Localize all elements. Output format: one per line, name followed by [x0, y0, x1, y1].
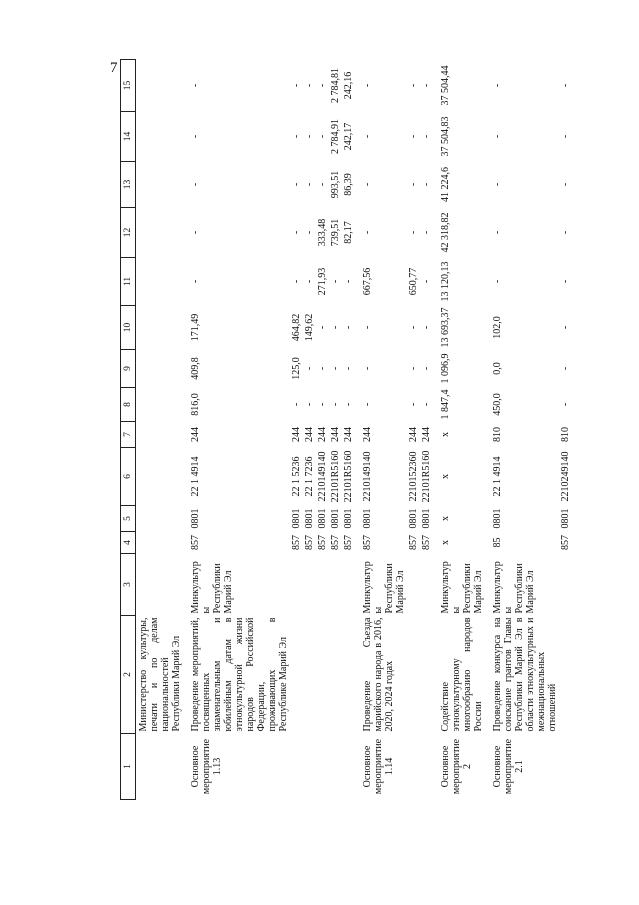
- year-2017-cell: [136, 258, 183, 306]
- year-2017-cell: -: [291, 279, 302, 284]
- year-2020-cell: -: [317, 134, 328, 139]
- executor-cell: Минкультуры Республики Марий Эл: [440, 561, 484, 614]
- table-row: [558, 60, 571, 800]
- section-code-cell: 0801: [421, 508, 432, 529]
- executor-cell: [558, 554, 571, 616]
- year-2017-cell: 13 120,13: [440, 261, 451, 302]
- year-2019-cell: -: [291, 182, 302, 187]
- target-article-cell: 22 1 4914: [190, 456, 201, 497]
- activity-name-cell: [289, 616, 302, 734]
- year-2019-cell: -: [317, 182, 328, 187]
- column-header: 14: [121, 112, 136, 162]
- expense-type-cell: 244: [362, 427, 373, 442]
- year-2020-cell: -: [362, 134, 373, 139]
- section-code-cell: [136, 506, 183, 532]
- year-2014-cell: -: [408, 402, 419, 407]
- table-row: [328, 60, 341, 800]
- year-2020-cell: -: [421, 134, 432, 139]
- activity-name-cell: [406, 616, 419, 734]
- executor-cell: [315, 554, 328, 616]
- activity-name-cell: [328, 616, 341, 734]
- year-2019-cell: 86,39: [343, 173, 354, 196]
- year-2020-cell: 242,17: [343, 122, 354, 151]
- target-article-cell: 22 1 4914: [492, 456, 503, 497]
- grbs-code-cell: 857: [190, 535, 201, 550]
- target-article-cell: 22 1 5236: [291, 456, 302, 497]
- year-2016-cell: 102,0: [492, 316, 503, 339]
- column-header: 11: [121, 258, 136, 306]
- column-header: 2: [121, 616, 136, 734]
- activity-status-cell: [419, 734, 432, 800]
- year-2019-cell: -: [421, 182, 432, 187]
- year-2016-cell: -: [330, 325, 341, 330]
- year-2015-cell: 1 096,9: [440, 353, 451, 384]
- page-number: 7: [110, 60, 118, 76]
- target-article-cell: [136, 448, 183, 506]
- section-code-cell: 0801: [560, 508, 571, 529]
- year-2015-cell: [136, 350, 183, 388]
- year-2017-cell: 667,56: [362, 267, 373, 296]
- year-2016-cell: 171,49: [190, 313, 201, 342]
- year-2018-cell: -: [304, 230, 315, 235]
- year-2018-cell: -: [492, 230, 503, 235]
- table-row: [406, 60, 419, 800]
- column-header: 9: [121, 350, 136, 388]
- year-2019-cell: -: [190, 182, 201, 187]
- executor-cell: Минкультуры Республики Марий Эл: [492, 561, 536, 614]
- year-2016-cell: 464,82: [291, 313, 302, 342]
- expense-type-cell: 244: [408, 427, 419, 442]
- section-code-cell: 0801: [190, 508, 201, 529]
- year-2020-cell: [136, 112, 183, 162]
- grbs-code-cell: 857: [317, 535, 328, 550]
- grbs-code-cell: [136, 532, 183, 554]
- year-2018-cell: -: [190, 230, 201, 235]
- activity-name-cell: Проведение Съезда марийского народа в 2016, 2020, 2024 годах: [362, 617, 395, 732]
- grbs-code-cell: 857: [421, 535, 432, 550]
- year-2017-cell: 271,93: [317, 267, 328, 296]
- activity-name-cell: [558, 616, 571, 734]
- year-2018-cell: -: [408, 230, 419, 235]
- year-2015-cell: -: [317, 366, 328, 371]
- section-code-cell: х: [440, 516, 451, 521]
- grbs-code-cell: 857: [560, 535, 571, 550]
- year-2015-cell: -: [421, 366, 432, 371]
- section-code-cell: 0801: [362, 508, 373, 529]
- year-2017-cell: -: [560, 279, 571, 284]
- activity-name-cell: Министерство культуры, печати и по делам национальностей Республики Марий Эл: [138, 617, 182, 732]
- year-2021-cell: -: [408, 83, 419, 88]
- expense-type-cell: 244: [304, 427, 315, 442]
- column-header: 8: [121, 388, 136, 422]
- year-2021-cell: 2 784,81: [330, 68, 341, 103]
- year-2020-cell: -: [190, 134, 201, 139]
- column-header: 1: [121, 734, 136, 800]
- year-2020-cell: -: [304, 134, 315, 139]
- budget-table: [120, 59, 571, 800]
- expense-type-cell: 244: [343, 427, 354, 442]
- activity-status-cell: [315, 734, 328, 800]
- column-header: 7: [121, 422, 136, 448]
- year-2021-cell: 242,16: [343, 71, 354, 100]
- executor-cell: [302, 554, 315, 616]
- year-2017-cell: 650,77: [408, 267, 419, 296]
- executor-cell: [289, 554, 302, 616]
- table-row: [315, 60, 328, 800]
- year-2014-cell: -: [362, 402, 373, 407]
- activity-status-cell: Основное мероприятие 1.13: [190, 738, 223, 795]
- year-2014-cell: -: [560, 402, 571, 407]
- year-2019-cell: -: [560, 182, 571, 187]
- activity-name-cell: Содействие этнокультурному многообразию народов России: [440, 617, 484, 732]
- year-2016-cell: -: [362, 325, 373, 330]
- grbs-code-cell: 857: [304, 535, 315, 550]
- year-2016-cell: -: [421, 325, 432, 330]
- grbs-code-cell: 857: [362, 535, 373, 550]
- activity-status-cell: [328, 734, 341, 800]
- expense-type-cell: 244: [421, 427, 432, 442]
- year-2017-cell: -: [492, 279, 503, 284]
- column-header: 13: [121, 162, 136, 208]
- activity-name-cell: [341, 616, 354, 734]
- grbs-code-cell: 85: [492, 537, 503, 548]
- year-2020-cell: -: [492, 134, 503, 139]
- activity-status-cell: [558, 734, 571, 800]
- year-2014-cell: -: [330, 402, 341, 407]
- year-2021-cell: -: [291, 83, 302, 88]
- expense-type-cell: 810: [492, 427, 503, 442]
- year-2017-cell: -: [421, 279, 432, 284]
- year-2016-cell: -: [343, 325, 354, 330]
- year-2020-cell: -: [408, 134, 419, 139]
- year-2014-cell: 1 847,4: [440, 389, 451, 420]
- year-2016-cell: -: [408, 325, 419, 330]
- year-2019-cell: [136, 162, 183, 208]
- year-2021-cell: -: [560, 83, 571, 88]
- year-2015-cell: -: [330, 366, 341, 371]
- year-2014-cell: -: [291, 402, 302, 407]
- year-2016-cell: 149,62: [304, 313, 315, 342]
- executor-cell: Минкультуры Республики Марий Эл: [190, 561, 234, 614]
- section-code-cell: 0801: [304, 508, 315, 529]
- year-2020-cell: -: [291, 134, 302, 139]
- year-2016-cell: -: [560, 325, 571, 330]
- year-2015-cell: -: [362, 366, 373, 371]
- activity-name-cell: Проведение конкурса на соискание грантов Главы Республики Марий Эл в области этнокультурных и межнациональных отношений: [492, 617, 558, 732]
- year-2021-cell: 37 504,44: [440, 65, 451, 106]
- year-2021-cell: [136, 60, 183, 112]
- year-2021-cell: -: [190, 83, 201, 88]
- activity-status-cell: [136, 734, 183, 800]
- year-2019-cell: 41 224,6: [440, 167, 451, 202]
- column-header: 12: [121, 208, 136, 258]
- year-2018-cell: 42 318,82: [440, 212, 451, 253]
- year-2018-cell: 739,51: [330, 218, 341, 247]
- table-row: [484, 60, 558, 800]
- section-code-cell: 0801: [343, 508, 354, 529]
- year-2018-cell: [136, 208, 183, 258]
- executor-cell: Минкультуры Республики Марий Эл: [362, 561, 406, 614]
- column-number-row: [121, 60, 136, 800]
- year-2015-cell: -: [343, 366, 354, 371]
- activity-status-cell: [302, 734, 315, 800]
- table-row: [432, 60, 484, 800]
- year-2014-cell: -: [421, 402, 432, 407]
- year-2015-cell: 409,8: [190, 357, 201, 380]
- target-article-cell: 2210149140: [362, 451, 373, 502]
- year-2018-cell: 82,17: [343, 221, 354, 244]
- column-header: 6: [121, 448, 136, 506]
- table-row: [302, 60, 315, 800]
- year-2015-cell: 125,0: [291, 357, 302, 380]
- target-article-cell: х: [440, 474, 451, 479]
- year-2014-cell: -: [317, 402, 328, 407]
- year-2017-cell: -: [190, 279, 201, 284]
- activity-status-cell: Основное мероприятие 2: [440, 738, 473, 795]
- year-2015-cell: -: [304, 366, 315, 371]
- expense-type-cell: [136, 422, 183, 448]
- table-row: [341, 60, 354, 800]
- expense-type-cell: 244: [317, 427, 328, 442]
- year-2020-cell: 37 504,83: [440, 116, 451, 157]
- executor-cell: [406, 554, 419, 616]
- grbs-code-cell: 857: [343, 535, 354, 550]
- year-2015-cell: 0,0: [492, 362, 503, 375]
- year-2019-cell: -: [408, 182, 419, 187]
- executor-cell: [136, 554, 183, 616]
- expense-type-cell: 244: [330, 427, 341, 442]
- expense-type-cell: 244: [291, 427, 302, 442]
- section-code-cell: 0801: [492, 508, 503, 529]
- year-2014-cell: [136, 388, 183, 422]
- executor-cell: [341, 554, 354, 616]
- grbs-code-cell: 857: [408, 535, 419, 550]
- year-2018-cell: 333,48: [317, 218, 328, 247]
- year-2021-cell: -: [362, 83, 373, 88]
- column-header: 5: [121, 506, 136, 532]
- table-row: [354, 60, 406, 800]
- grbs-code-cell: х: [440, 540, 451, 545]
- table-row: [136, 60, 183, 800]
- column-header: 3: [121, 554, 136, 616]
- target-article-cell: 22101R5160: [421, 450, 432, 503]
- year-2017-cell: -: [330, 279, 341, 284]
- target-article-cell: 2210249140: [560, 451, 571, 502]
- executor-cell: [419, 554, 432, 616]
- year-2015-cell: -: [560, 366, 571, 371]
- section-code-cell: 0801: [291, 508, 302, 529]
- grbs-code-cell: 857: [330, 535, 341, 550]
- grbs-code-cell: 857: [291, 535, 302, 550]
- year-2020-cell: -: [560, 134, 571, 139]
- target-article-cell: 2210149140: [317, 451, 328, 502]
- year-2016-cell: [136, 306, 183, 350]
- activity-name-cell: Проведение мероприятий, посвященных знаменательным и юбилейным датам в этнокультурной жизни народов Российской Федерации, проживающих в Республике Марий Эл: [190, 617, 289, 732]
- expense-type-cell: х: [440, 432, 451, 437]
- year-2018-cell: -: [362, 230, 373, 235]
- year-2018-cell: -: [421, 230, 432, 235]
- year-2014-cell: -: [304, 402, 315, 407]
- section-code-cell: 0801: [317, 508, 328, 529]
- table-row: [419, 60, 432, 800]
- column-header: 15: [121, 60, 136, 112]
- activity-status-cell: [406, 734, 419, 800]
- table-body: [136, 60, 572, 800]
- year-2020-cell: 2 784,91: [330, 119, 341, 154]
- target-article-cell: 22 1 7236: [304, 456, 315, 497]
- section-code-cell: 0801: [330, 508, 341, 529]
- target-article-cell: 22101R5160: [330, 450, 341, 503]
- year-2019-cell: 993,51: [330, 170, 341, 199]
- year-2018-cell: -: [560, 230, 571, 235]
- year-2021-cell: -: [304, 83, 315, 88]
- year-2021-cell: -: [492, 83, 503, 88]
- activity-name-cell: [302, 616, 315, 734]
- activity-status-cell: Основное мероприятие 1.14: [362, 738, 395, 795]
- rotated-budget-table: [120, 60, 571, 800]
- year-2014-cell: 816,0: [190, 393, 201, 416]
- year-2017-cell: -: [343, 279, 354, 284]
- activity-status-cell: [341, 734, 354, 800]
- year-2016-cell: -: [317, 325, 328, 330]
- year-2021-cell: -: [421, 83, 432, 88]
- activity-name-cell: [419, 616, 432, 734]
- column-header: 10: [121, 306, 136, 350]
- expense-type-cell: 244: [190, 427, 201, 442]
- year-2019-cell: -: [492, 182, 503, 187]
- year-2019-cell: -: [304, 182, 315, 187]
- year-2014-cell: -: [343, 402, 354, 407]
- section-code-cell: 0801: [408, 508, 419, 529]
- year-2021-cell: -: [317, 83, 328, 88]
- table-row: [289, 60, 302, 800]
- year-2015-cell: -: [408, 366, 419, 371]
- expense-type-cell: 810: [560, 427, 571, 442]
- activity-name-cell: [315, 616, 328, 734]
- executor-cell: [328, 554, 341, 616]
- activity-status-cell: Основное мероприятие 2.1: [492, 738, 525, 795]
- target-article-cell: 22101R5160: [343, 450, 354, 503]
- table-row: [182, 60, 289, 800]
- column-header: 4: [121, 532, 136, 554]
- target-article-cell: 2210152360: [408, 451, 419, 502]
- year-2018-cell: -: [291, 230, 302, 235]
- year-2016-cell: 13 693,37: [440, 307, 451, 348]
- year-2014-cell: 450,0: [492, 393, 503, 416]
- year-2019-cell: -: [362, 182, 373, 187]
- year-2017-cell: -: [304, 279, 315, 284]
- activity-status-cell: [289, 734, 302, 800]
